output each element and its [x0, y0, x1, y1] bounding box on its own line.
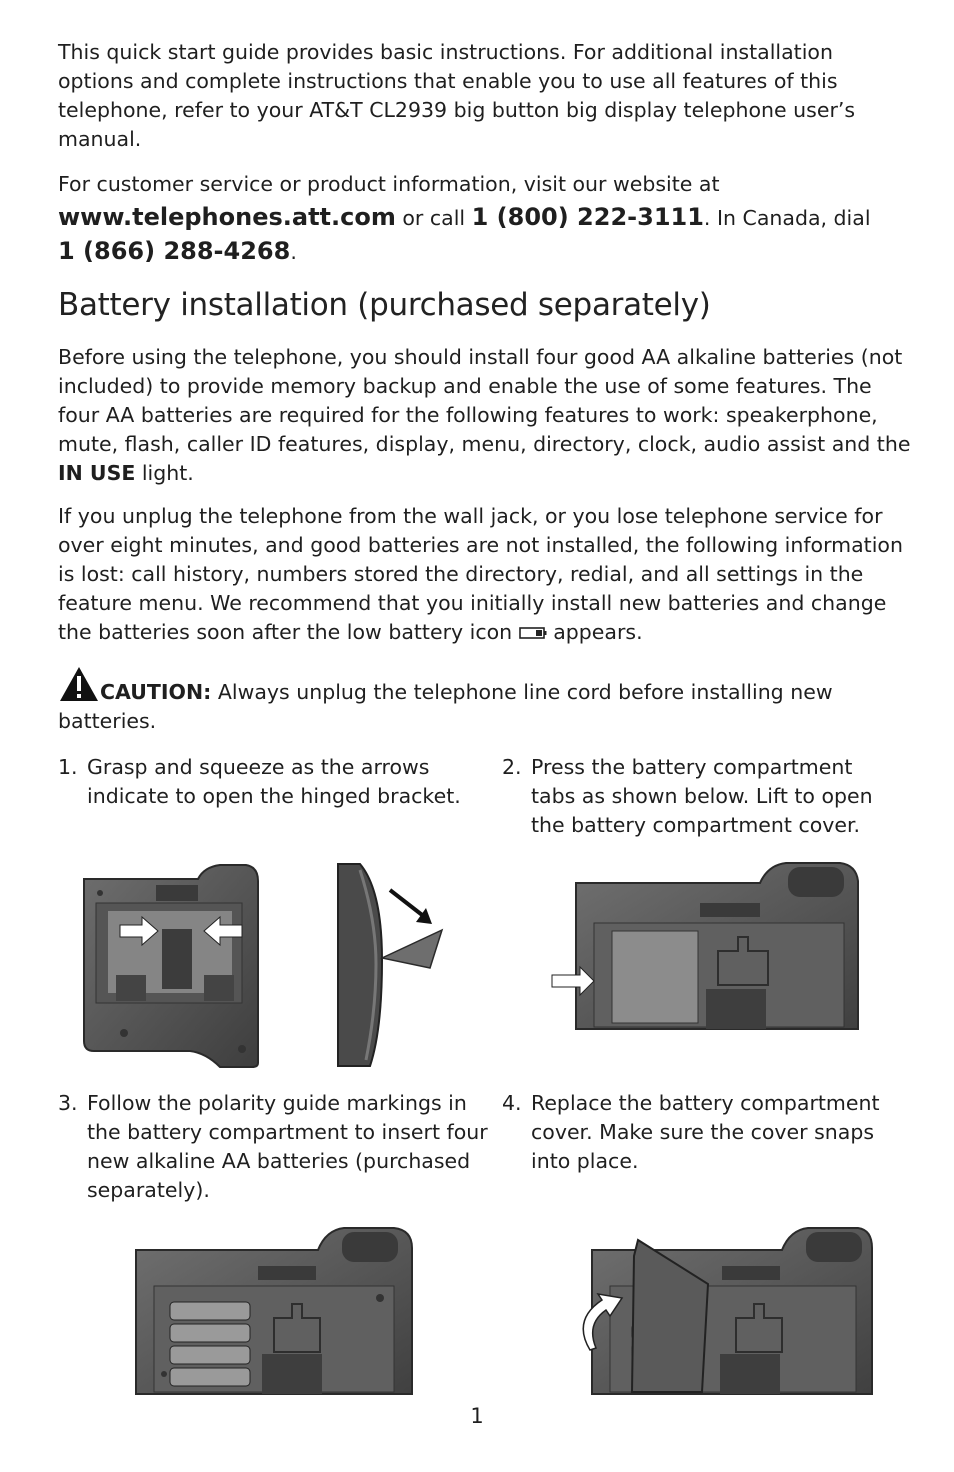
- low-battery-icon: [519, 626, 547, 640]
- website-link[interactable]: www.telephones.att.com: [58, 203, 396, 231]
- in-use-label: IN USE: [58, 461, 136, 485]
- step-number: 2.: [502, 755, 522, 779]
- step-text: Press the battery compartment tabs as shown below. Lift to open the battery compartment cover.: [531, 755, 873, 837]
- step-1: [58, 753, 502, 840]
- step3-insert-batteries-illustration: [130, 1224, 415, 1396]
- steps-row-1: [58, 753, 918, 840]
- steps-row-2: [58, 1089, 918, 1205]
- caution-note: [58, 665, 914, 736]
- page-content: [58, 38, 914, 736]
- intro-paragraph: This quick start guide provides basic instructions. For additional installation options and complete instructions that enable you to use all features of this telephone, refer to your AT&T CL2939 big button big display telephone user’s manual.: [58, 40, 856, 151]
- step2-press-tabs-illustration: [550, 861, 860, 1031]
- step-number: 1.: [58, 755, 78, 779]
- step1-bracket-illustration: [80, 863, 262, 1069]
- page-number: 1: [470, 1404, 484, 1428]
- step-number: 3.: [58, 1091, 78, 1115]
- battery-paragraph-1: [58, 343, 914, 488]
- para1-end: light.: [135, 461, 194, 485]
- step-2: [502, 753, 902, 840]
- step4-replace-cover-illustration: [572, 1224, 874, 1396]
- step-text: Follow the polarity guide markings in the battery compartment to insert four new alkaline AA batteries (purchased separately).: [87, 1091, 488, 1202]
- section-title: Battery installation (purchased separately): [58, 287, 711, 323]
- battery-paragraph-2: [58, 502, 914, 647]
- contact-canada: . In Canada, dial: [703, 206, 871, 230]
- step1-side-view-illustration: [330, 860, 450, 1070]
- para2-text: If you unplug the telephone from the wall jack, or you lose telephone service for over eight minutes, and good batteries are not installed, the following information is lost: call history, numbers stored the directory, redial, and all settings in the feature menu. We recommend that you initially install new batteries and change the batteries soon after the low battery icon: [58, 504, 903, 644]
- step-4: [502, 1089, 902, 1205]
- step-text: Grasp and squeeze as the arrows indicate to open the hinged bracket.: [87, 755, 461, 808]
- step-3: [58, 1089, 502, 1205]
- contact-lead: For customer service or product information, visit our website at: [58, 172, 720, 196]
- step-text: Replace the battery compartment cover. Make sure the cover snaps into place.: [531, 1091, 880, 1173]
- para1-text: Before using the telephone, you should install four good AA alkaline batteries (not included) to provide memory backup and enable the use of some features. The four AA batteries are required for the following features to work: speakerphone, mute, flash, caller ID features, display, menu, directory, clock, audio assist and the: [58, 345, 911, 456]
- para2-end: appears.: [546, 620, 643, 644]
- step-number: 4.: [502, 1091, 522, 1115]
- caution-text: Always unplug the telephone line cord before installing new batteries.: [58, 680, 833, 733]
- phone-canada: 1 (866) 288-4268: [58, 237, 291, 265]
- contact-end: .: [290, 240, 297, 264]
- warning-triangle-icon: [58, 665, 100, 703]
- contact-paragraph: [58, 168, 914, 269]
- contact-or-call: or call: [395, 206, 472, 230]
- phone-us: 1 (800) 222-3111: [471, 203, 704, 231]
- caution-label: CAUTION:: [100, 680, 212, 704]
